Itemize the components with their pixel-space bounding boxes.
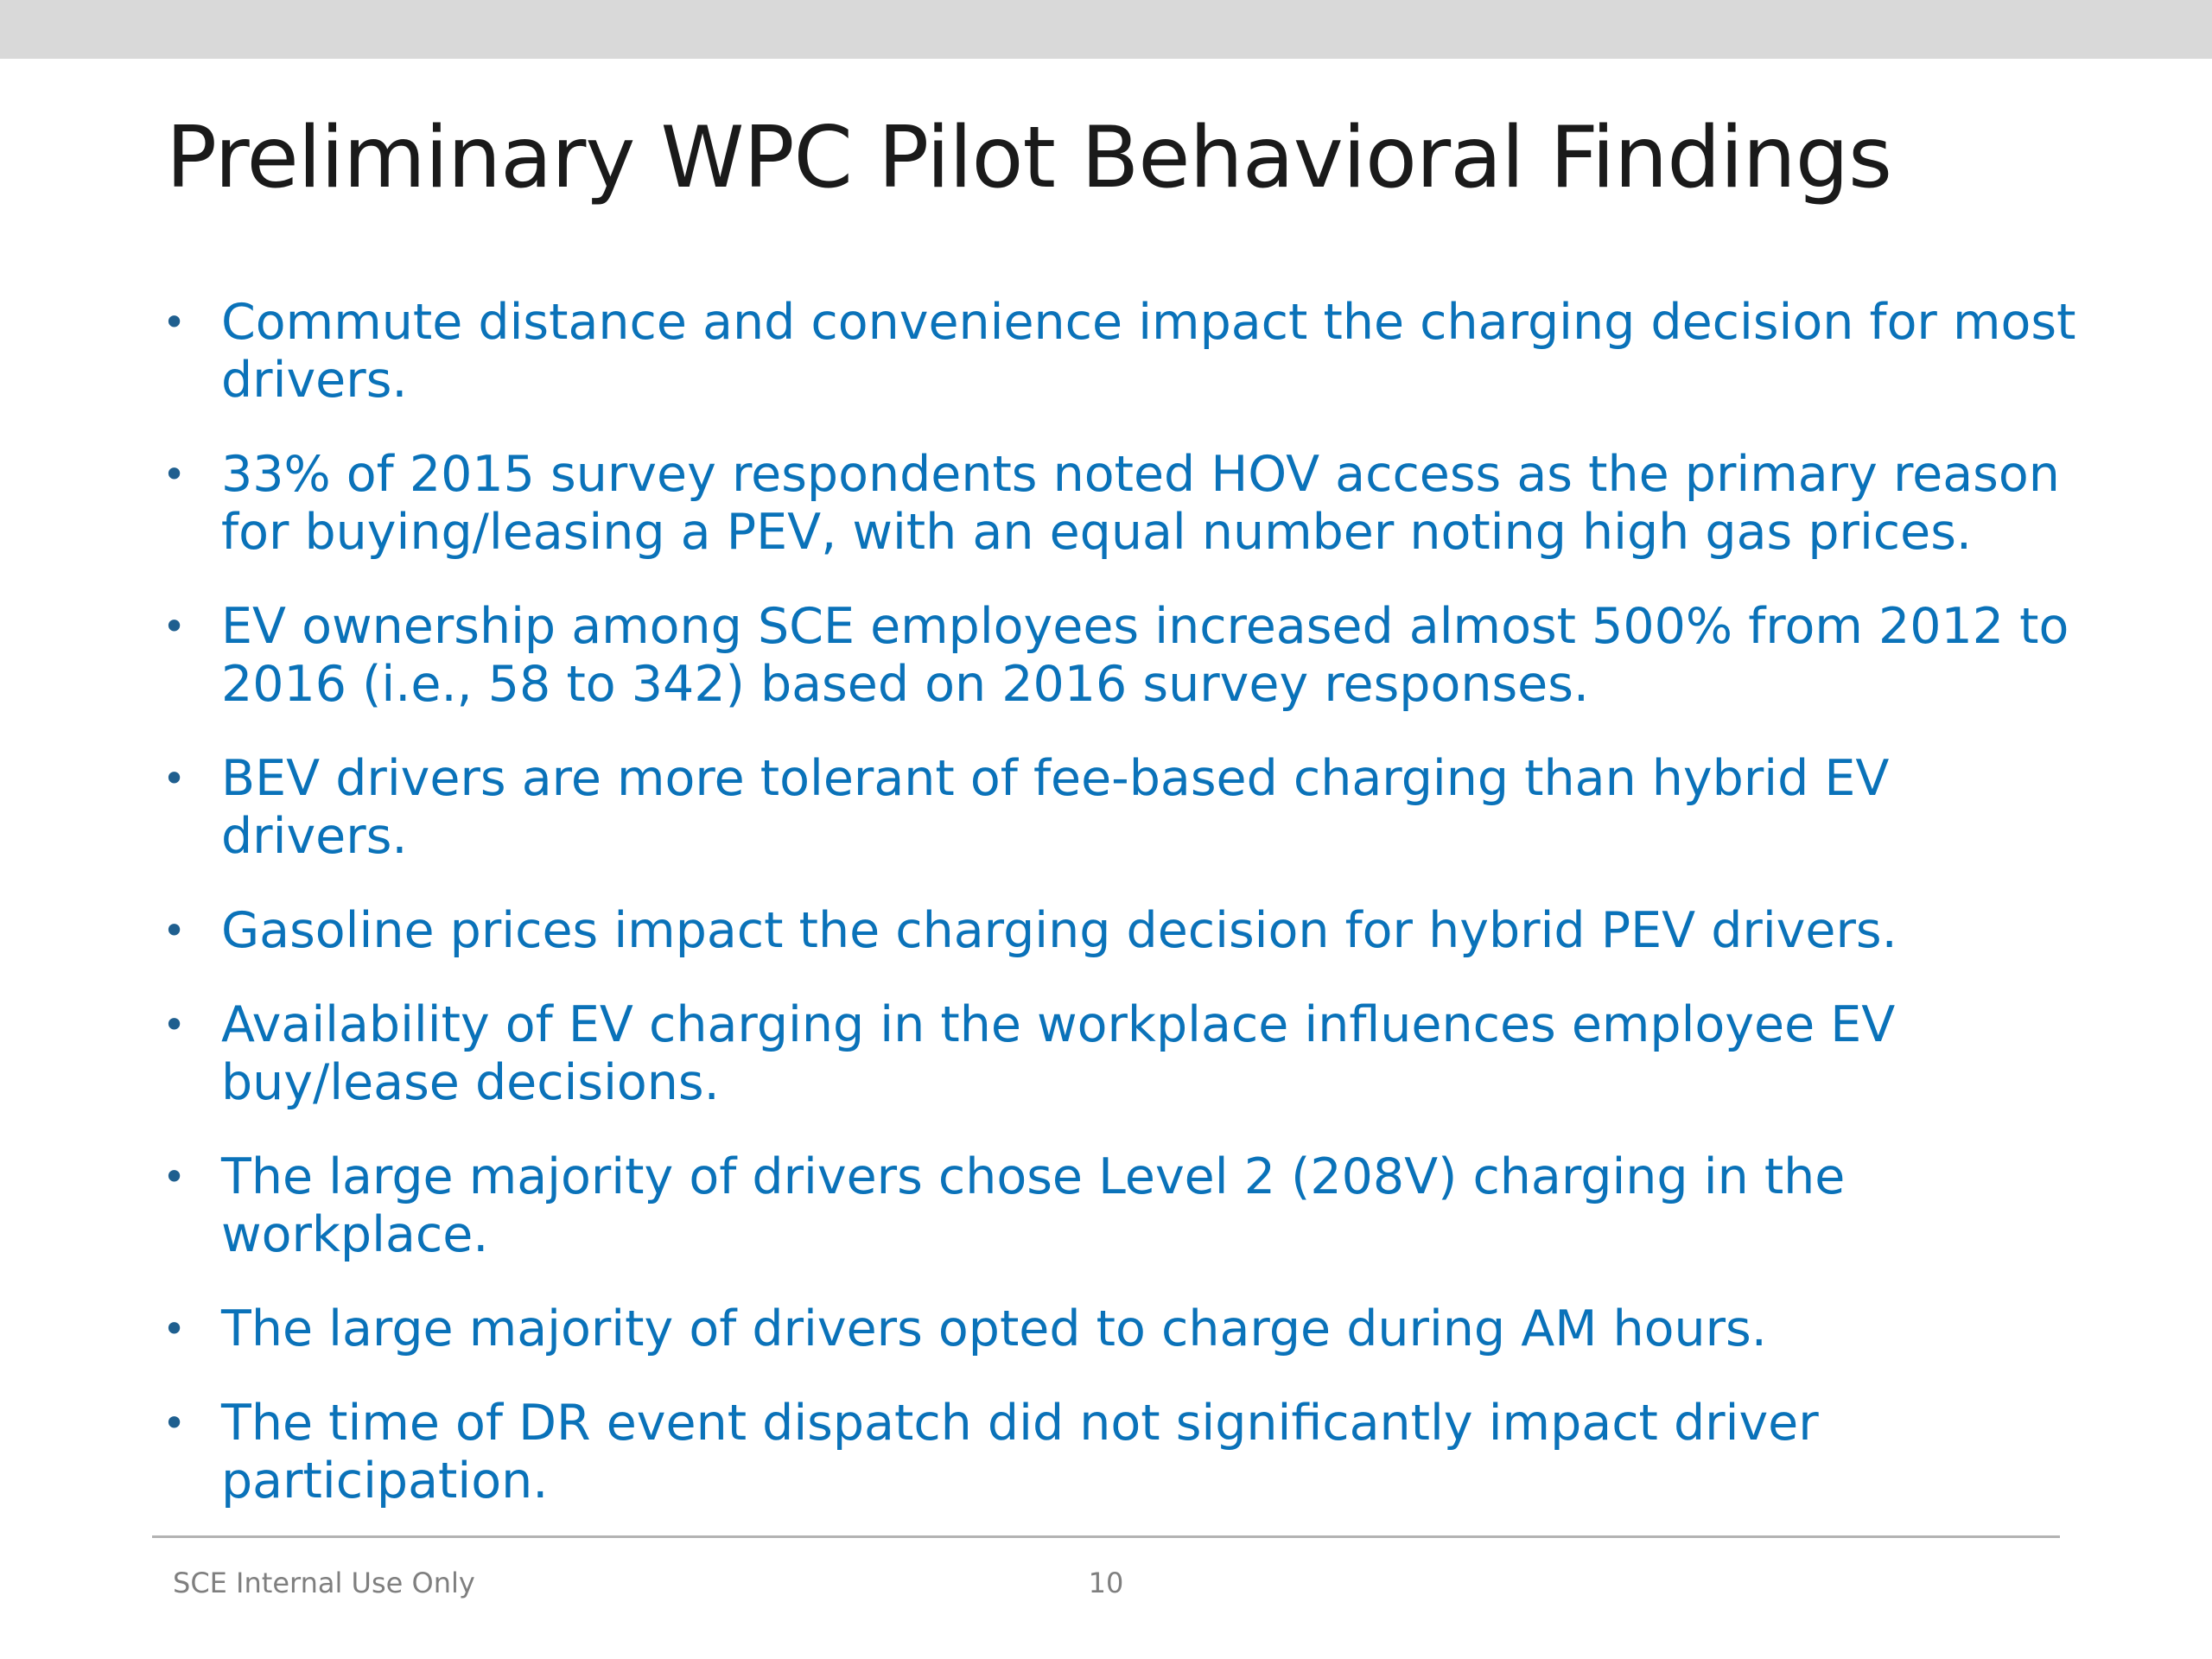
bullet-item (159, 446, 2077, 562)
bullet-marker: • (162, 451, 187, 498)
bullet-marker: • (162, 1400, 187, 1446)
bullet-marker: • (162, 603, 187, 650)
slide-title: Preliminary WPC Pilot Behavioral Findings (166, 109, 1892, 207)
bullet-marker: • (162, 299, 187, 346)
bullet-text: BEV drivers are more tolerant of fee-based charging than hybrid EV drivers. (221, 750, 1890, 865)
bullet-text: Commute distance and convenience impact the charging decision for most drivers. (221, 294, 2076, 409)
top-band (0, 0, 2212, 59)
bullet-text: Gasoline prices impact the charging decision for hybrid PEV drivers. (221, 902, 1897, 959)
footer-classification: SCE Internal Use Only (173, 1567, 475, 1599)
bullet-item (159, 1300, 2077, 1358)
footer-divider (152, 1535, 2060, 1538)
bullet-item (159, 750, 2077, 866)
bullet-item (159, 1395, 2077, 1510)
bullet-text: EV ownership among SCE employees increased almost 500% from 2012 to 2016 (i.e., 58 to 342) based on 2016 survey responses. (221, 598, 2069, 713)
bullet-list (159, 294, 2077, 1547)
bullet-text: The large majority of drivers chose Level 2 (208V) charging in the workplace. (221, 1148, 1846, 1263)
bullet-text: Availability of EV charging in the workplace influences employee EV buy/lease decisions. (221, 996, 1896, 1111)
bullet-marker: • (162, 1306, 187, 1352)
bullet-marker: • (162, 907, 187, 954)
bullet-marker: • (162, 1001, 187, 1048)
bullet-text: The large majority of drivers opted to charge during AM hours. (221, 1300, 1767, 1357)
bullet-text: 33% of 2015 survey respondents noted HOV access as the primary reason for buying/leasing a PEV, with an equal number noting high gas prices. (221, 446, 2060, 561)
bullet-item (159, 1148, 2077, 1264)
page-number: 10 (1088, 1567, 1124, 1599)
bullet-item (159, 902, 2077, 960)
bullet-item (159, 598, 2077, 714)
bullet-marker: • (162, 1154, 187, 1200)
bullet-text: The time of DR event dispatch did not significantly impact driver participation. (221, 1395, 1819, 1510)
bullet-item (159, 294, 2077, 410)
bullet-item (159, 996, 2077, 1112)
bullet-marker: • (162, 755, 187, 802)
